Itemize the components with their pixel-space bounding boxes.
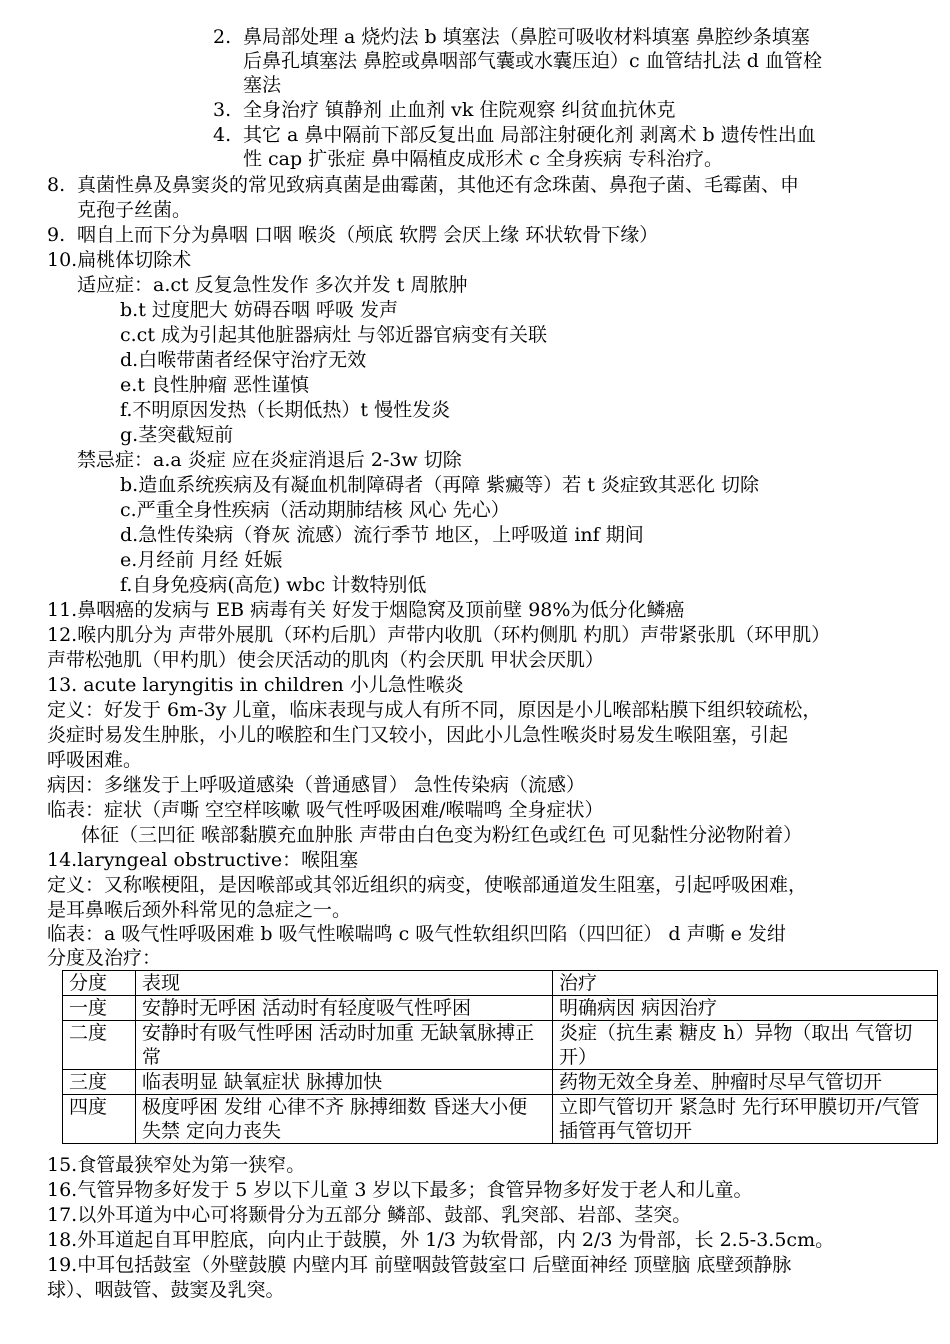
- text-line: 塞法: [243, 74, 282, 96]
- text-line: c.ct 成为引起其他脏器病灶 与邻近器官病变有关联: [120, 324, 548, 346]
- list-number: 2.: [213, 26, 232, 48]
- table-row: [63, 996, 938, 1021]
- table-cell: 临表明显 缺氧症状 脉搏加快: [136, 1070, 553, 1095]
- text-line: 性 cap 扩张症 鼻中隔植皮成形术 c 全身疾病 专科治疗。: [243, 148, 724, 170]
- text-line: g.茎突截短前: [120, 424, 234, 446]
- text-line: 临表：a 吸气性呼吸困难 b 吸气性喉喘鸣 c 吸气性软组织凹陷（四凹征） d 声嘶 e 发绀: [47, 923, 786, 945]
- table-header-cell: 治疗: [553, 971, 938, 996]
- table-header-cell: 分度: [63, 971, 136, 996]
- table-cell: 炎症（抗生素 糖皮 h）异物（取出 气管切开）: [553, 1021, 938, 1070]
- text-line: 18.外耳道起自耳甲腔底，向内止于鼓膜，外 1/3 为软骨部，内 2/3 为骨部，长 2.5-3.5cm。: [47, 1229, 835, 1251]
- table-row: [63, 1021, 938, 1070]
- section-heading: 13. acute laryngitis in children 小儿急性喉炎: [47, 674, 464, 696]
- text-line: 炎症时易发生肿胀，小儿的喉腔和生门又较小，因此小儿急性喉炎时易发生喉阻塞，引起: [47, 724, 789, 746]
- text-line: 后鼻孔填塞法 鼻腔或鼻咽部气囊或水囊压迫）c 血管结扎法 d 血管栓: [243, 50, 822, 72]
- text-line: 咽自上而下分为鼻咽 口咽 喉炎（颅底 软腭 会厌上缘 环状软骨下缘）: [77, 224, 659, 246]
- text-line: 19.中耳包括鼓室（外壁鼓膜 内壁内耳 前壁咽鼓管鼓室口 后壁面神经 顶壁脑 底壁颈静脉: [47, 1254, 792, 1276]
- text-line: 定义：又称喉梗阻，是因喉部或其邻近组织的病变，使喉部通道发生阻塞，引起呼吸困难，: [47, 874, 808, 896]
- text-line: 病因：多继发于上呼吸道感染（普通感冒） 急性传染病（流感）: [47, 774, 586, 796]
- text-line: 球）、咽鼓管、鼓窦及乳突。: [47, 1279, 285, 1301]
- text-line: 其它 a 鼻中隔前下部反复出血 局部注射硬化剂 剥离术 b 遗传性出血: [243, 124, 816, 146]
- text-line: 17.以外耳道为中心可将颞骨分为五部分 鳞部、鼓部、乳突部、岩部、茎突。: [47, 1204, 692, 1226]
- table-cell: 安静时有吸气性呼困 活动时加重 无缺氧脉搏正常: [136, 1021, 553, 1070]
- text-line: 克孢子丝菌。: [77, 199, 192, 221]
- text-line: 全身治疗 镇静剂 止血剂 vk 住院观察 纠贫血抗休克: [243, 99, 676, 121]
- table-cell: 二度: [63, 1021, 136, 1070]
- table-cell: 极度呼困 发绀 心律不齐 脉搏细数 昏迷大小便失禁 定向力丧失: [136, 1095, 553, 1144]
- text-line: d.急性传染病（脊灰 流感）流行季节 地区，上呼吸道 inf 期间: [120, 524, 644, 546]
- text-line: e.月经前 月经 妊娠: [120, 549, 283, 571]
- table-cell: 四度: [63, 1095, 136, 1144]
- text-line: 鼻局部处理 a 烧灼法 b 填塞法（鼻腔可吸收材料填塞 鼻腔纱条填塞: [243, 26, 810, 48]
- section-heading: 14.laryngeal obstructive：喉阻塞: [47, 849, 359, 871]
- table-cell: 一度: [63, 996, 136, 1021]
- table-header-cell: 表现: [136, 971, 553, 996]
- grading-table: [62, 970, 938, 1144]
- table-cell: 立即气管切开 紧急时 先行环甲膜切开/气管插管再气管切开: [553, 1095, 938, 1144]
- text-line: 真菌性鼻及鼻窦炎的常见致病真菌是曲霉菌，其他还有念珠菌、鼻孢子菌、毛霉菌、申: [77, 174, 800, 196]
- text-line: 15.食管最狭窄处为第一狭窄。: [47, 1154, 306, 1176]
- table-row: [63, 1070, 938, 1095]
- text-line: 呼吸困难。: [47, 749, 143, 771]
- text-line: 声带松弛肌（甲杓肌）使会厌活动的肌肉（杓会厌肌 甲状会厌肌）: [47, 649, 605, 671]
- list-number: 3.: [213, 99, 232, 121]
- text-line: 分度及治疗：: [47, 947, 162, 969]
- text-line: 12.喉内肌分为 声带外展肌（环杓后肌）声带内收肌（环杓侧肌 杓肌）声带紧张肌（环甲肌）: [47, 624, 831, 646]
- text-line: d.白喉带菌者经保守治疗无效: [120, 349, 367, 371]
- text-line: c.严重全身性疾病（活动期肺结核 风心 先心）: [120, 499, 510, 521]
- text-line: 体征（三凹征 喉部黏膜充血肿胀 声带由白色变为粉红色或红色 可见黏性分泌物附着）: [81, 824, 803, 846]
- table-row: [63, 1095, 938, 1144]
- table-header-row: [63, 971, 938, 996]
- text-line: 临表：症状（声嘶 空空样咳嗽 吸气性呼吸困难/喉喘鸣 全身症状）: [47, 799, 604, 821]
- table-cell: 安静时无呼困 活动时有轻度吸气性呼困: [136, 996, 553, 1021]
- text-line: 11.鼻咽癌的发病与 EB 病毒有关 好发于烟隐窝及顶前壁 98%为低分化鳞癌: [47, 599, 685, 621]
- table-cell: 药物无效全身差、肿瘤时尽早气管切开: [553, 1070, 938, 1095]
- list-number: 8.: [47, 174, 66, 196]
- text-line: b.造血系统疾病及有凝血机制障碍者（再障 紫癜等）若 t 炎症致其恶化 切除: [120, 474, 759, 496]
- text-line: 适应症：a.ct 反复急性发作 多次并发 t 周脓肿: [77, 274, 468, 296]
- text-line: 16.气管异物多好发于 5 岁以下儿童 3 岁以下最多；食管异物多好发于老人和儿童。: [47, 1179, 753, 1201]
- text-line: f.不明原因发热（长期低热）t 慢性发炎: [120, 399, 451, 421]
- table-cell: 明确病因 病因治疗: [553, 996, 938, 1021]
- text-line: 是耳鼻喉后颈外科常见的急症之一。: [47, 899, 352, 921]
- text-line: e.t 良性肿瘤 恶性谨慎: [120, 374, 309, 396]
- list-number: 4.: [213, 124, 232, 146]
- list-number: 9.: [47, 224, 66, 246]
- table-cell: 三度: [63, 1070, 136, 1095]
- text-line: f.自身免疫病(高危) wbc 计数特别低: [120, 574, 427, 596]
- text-line: 禁忌症：a.a 炎症 应在炎症消退后 2-3w 切除: [77, 449, 462, 471]
- text-line: 定义：好发于 6m-3y 儿童，临床表现与成人有所不同，原因是小儿喉部粘膜下组织较疏松，: [47, 699, 822, 721]
- section-heading: 10.扁桃体切除术: [47, 249, 192, 271]
- text-line: b.t 过度肥大 妨碍吞咽 呼吸 发声: [120, 299, 398, 321]
